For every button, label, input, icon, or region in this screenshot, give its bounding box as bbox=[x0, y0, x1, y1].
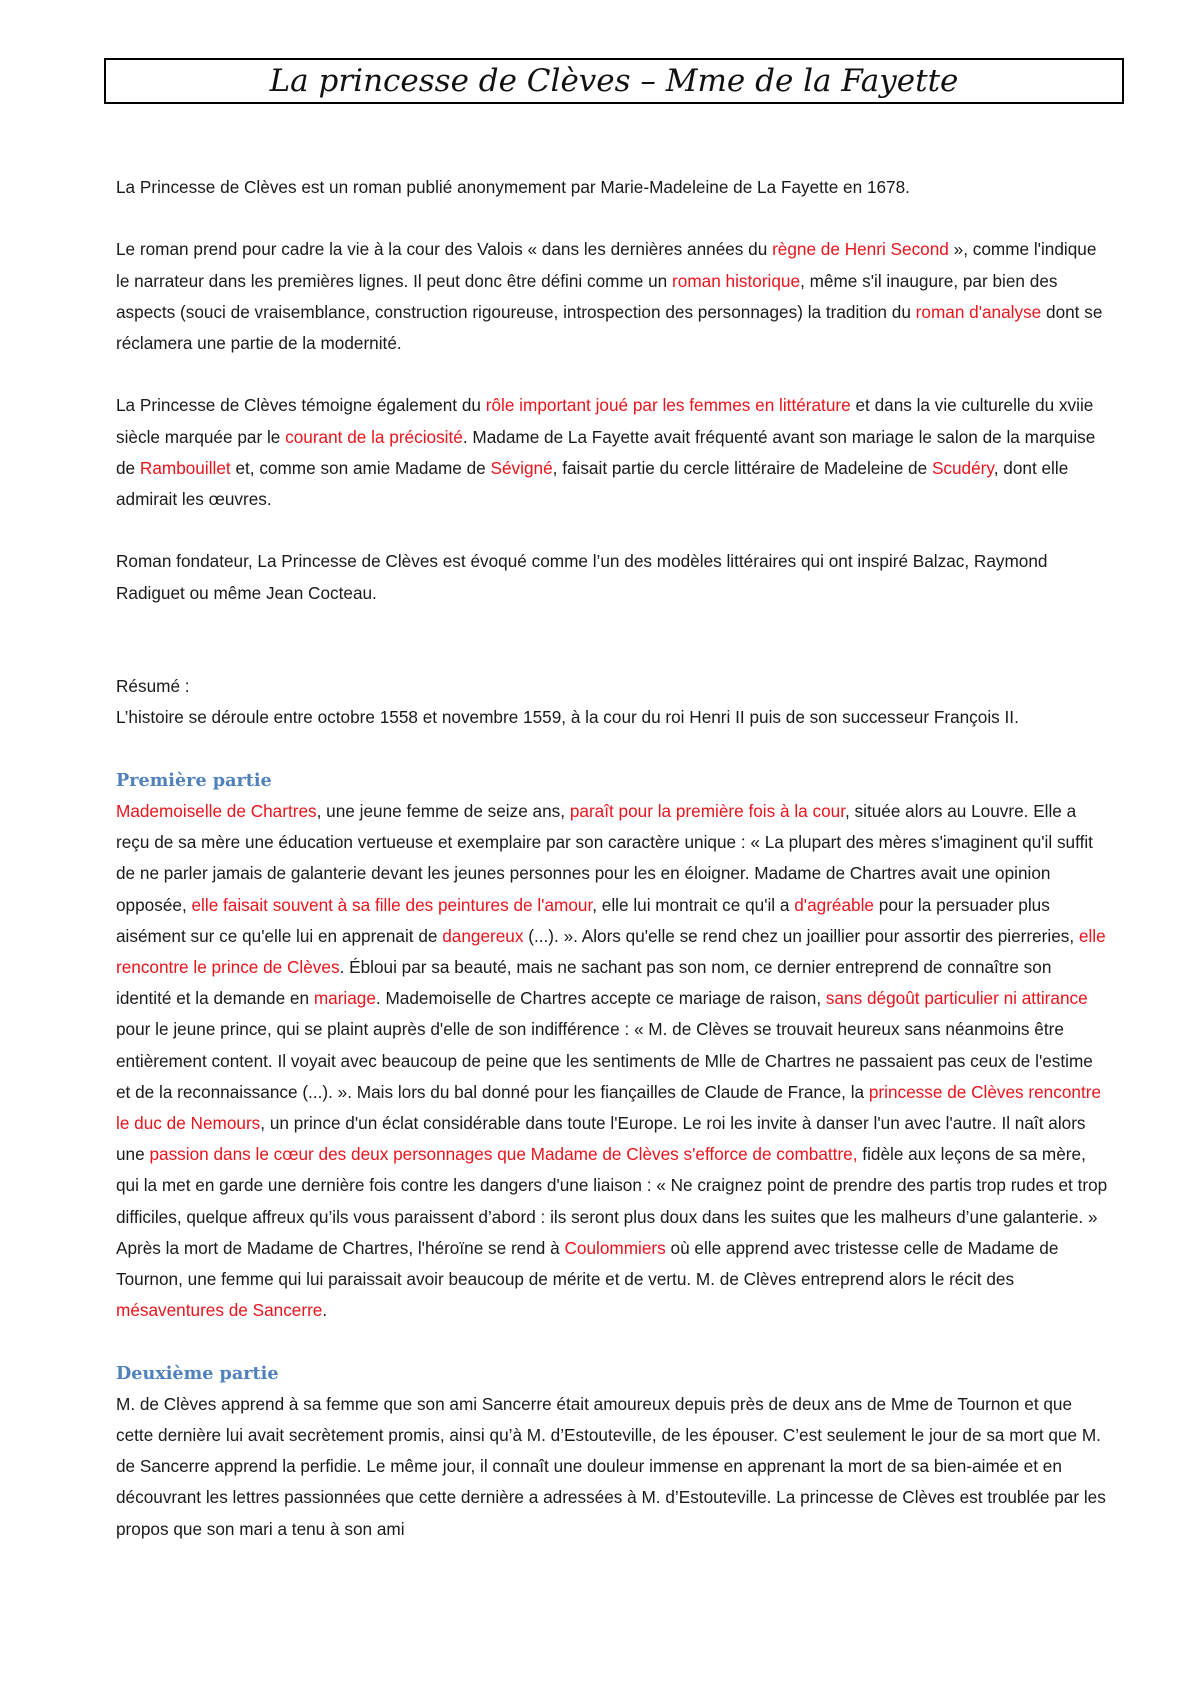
text-run: (...). ». Alors qu'elle se rend chez un joaillier pour assortir des pierreries, bbox=[523, 925, 1079, 946]
text-run: », comme l'indique le narrateur dans les premières lignes. Il peut donc être défini comme un bbox=[116, 239, 1097, 291]
document-body bbox=[116, 172, 1108, 1545]
text-run: La Princesse de Clèves témoigne également du bbox=[116, 395, 486, 416]
highlighted-text: elle rencontre le prince de Clèves bbox=[116, 925, 1106, 977]
document-title: La princesse de Clèves – Mme de la Fayette bbox=[104, 58, 1124, 104]
highlighted-text: Scudéry bbox=[931, 457, 994, 478]
section-heading-part-1: Première partie bbox=[116, 769, 272, 791]
text-run: , dont elle admirait les œuvres. bbox=[116, 457, 1069, 509]
text-run: fidèle aux leçons de sa mère, qui la met en garde une dernière fois contre les dangers d'une liaison : « Ne craignez point de prendre des partis trop rudes et trop difficiles, quelque affreux qu’ils vous paraissent d’abord : ils seront plus doux dans les suites que les malheurs d’une galanterie. » Après la mort de Madame de Chartres, l'héroïne se rend à bbox=[116, 1144, 1108, 1258]
highlighted-text: mariage bbox=[313, 988, 376, 1009]
text-run: . Ébloui par sa beauté, mais ne sachant pas son nom, ce dernier entreprend de connaître son identité et la demande en bbox=[116, 957, 1052, 1009]
text-run: Le roman prend pour cadre la vie à la cour des Valois « dans les dernières années du bbox=[116, 239, 773, 260]
highlighted-text: roman historique bbox=[672, 270, 801, 291]
intro-paragraph-1 bbox=[116, 172, 1108, 203]
text-run: et, comme son amie Madame de bbox=[230, 457, 491, 478]
highlighted-text: mésaventures de Sancerre bbox=[116, 1300, 323, 1321]
text-run: , un prince d'un éclat considérable dans toute l'Europe. Le roi les invite à danser l'un avec l'autre. Il naît alors une bbox=[116, 1113, 1086, 1165]
text-run: . Madame de La Fayette avait fréquenté avant son mariage le salon de la marquise de bbox=[116, 426, 1096, 478]
text-run: M. de Clèves apprend à sa femme que son ami Sancerre était amoureux depuis près de deux ans de Mme de Tournon et que cette dernière lui avait secrètement promis, ainsi qu’à M. d’Estouteville, de les épouser. C’est seulement le jour de sa mort que M. de Sancerre apprend la perfidie. Le même jour, il connaît une douleur immense en apprenant la mort de sa bien-aimée et en découvrant les lettres passionnées que cette dernière a adressées à M. d’Estouteville. La princesse de Clèves est troublée par les propos que son mari a tenu à son ami bbox=[116, 1393, 1106, 1539]
highlighted-text: elle faisait souvent à sa fille des peintures de l'amour bbox=[191, 894, 593, 915]
highlighted-text: Sévigné bbox=[490, 457, 553, 478]
text-run: . bbox=[322, 1300, 328, 1321]
highlighted-text: Coulommiers bbox=[564, 1237, 666, 1258]
highlighted-text: princesse de Clèves rencontre le duc de Nemours bbox=[116, 1081, 1102, 1134]
highlighted-text: d'agréable bbox=[794, 894, 874, 915]
highlighted-text: règne de Henri Second bbox=[772, 239, 949, 260]
highlighted-text: Rambouillet bbox=[139, 457, 231, 478]
intro-paragraph-2 bbox=[116, 234, 1108, 359]
highlighted-text: roman d'analyse bbox=[915, 301, 1042, 322]
text-run: . Mademoiselle de Chartres accepte ce mariage de raison, bbox=[375, 988, 826, 1009]
text-run: , une jeune femme de seize ans, bbox=[316, 800, 570, 821]
highlighted-text: passion dans le cœur des deux personnages que Madame de Clèves s'efforce de combattre, bbox=[149, 1144, 858, 1165]
text-run: pour le jeune prince, qui se plaint auprès d'elle de son indifférence : « M. de Clèves se trouvait heureux sans néanmoins être entièrement content. Il voyait avec beaucoup de peine que les sentiments de Mlle de Chartres ne passaient pas ceux de l'estime et de la reconnaissance (...). ». Mais lors du bal donné pour les fiançailles de Claude de France, la bbox=[116, 1019, 1093, 1102]
highlighted-text: paraît pour la première fois à la cour bbox=[569, 800, 845, 821]
resume-label: Résumé : bbox=[116, 676, 190, 697]
text-run: et dans la vie culturelle du xviie siècle marquée par le bbox=[116, 395, 1094, 447]
text-run: , elle lui montrait ce qu'il a bbox=[592, 894, 795, 915]
intro-paragraph-3 bbox=[116, 390, 1108, 515]
resume-text: L’histoire se déroule entre octobre 1558 et novembre 1559, à la cour du roi Henri II puis de son successeur François II. bbox=[116, 707, 1019, 728]
text-run: dont se réclamera une partie de la modernité. bbox=[116, 301, 1103, 353]
highlighted-text: dangereux bbox=[442, 925, 524, 946]
part-1-paragraph bbox=[116, 796, 1108, 1326]
highlighted-text: courant de la préciosité bbox=[285, 426, 463, 447]
intro-paragraph-4 bbox=[116, 546, 1108, 608]
text-run: La Princesse de Clèves est un roman publié anonymement par Marie-Madeleine de La Fayette en 1678. bbox=[116, 177, 910, 197]
highlighted-text: sans dégoût particulier ni attirance bbox=[825, 988, 1088, 1009]
section-heading-part-2: Deuxième partie bbox=[116, 1362, 279, 1384]
text-run: , même s'il inaugure, par bien des aspects (souci de vraisemblance, construction rigoureuse, introspection des personnages) la tradition du bbox=[116, 270, 1058, 322]
text-run: , située alors au Louvre. Elle a reçu de sa mère une éducation vertueuse et exemplaire par son caractère unique : « La plupart des mères s'imaginent qu'il suffit de ne parler jamais de galanterie devant les jeunes personnes pour les en éloigner. Madame de Chartres avait une opinion opposée, bbox=[116, 800, 1093, 915]
highlighted-text: rôle important joué par les femmes en littérature bbox=[485, 395, 851, 416]
text-run: où elle apprend avec tristesse celle de Madame de Tournon, une femme qui lui paraissait avoir beaucoup de mérite et de vertu. M. de Clèves entreprend alors le récit des bbox=[116, 1237, 1059, 1290]
text-run: , faisait partie du cercle littéraire de Madeleine de bbox=[552, 457, 932, 478]
text-run: pour la persuader plus aisément sur ce qu'elle lui en apprenait de bbox=[116, 894, 1050, 946]
highlighted-text: Mademoiselle de Chartres bbox=[116, 800, 317, 821]
text-run: Roman fondateur, La Princesse de Clèves est évoqué comme l’un des modèles littéraires qui ont inspiré Balzac, Raymond Radiguet ou même Jean Cocteau. bbox=[116, 551, 1048, 603]
part-2-paragraph bbox=[116, 1389, 1108, 1545]
